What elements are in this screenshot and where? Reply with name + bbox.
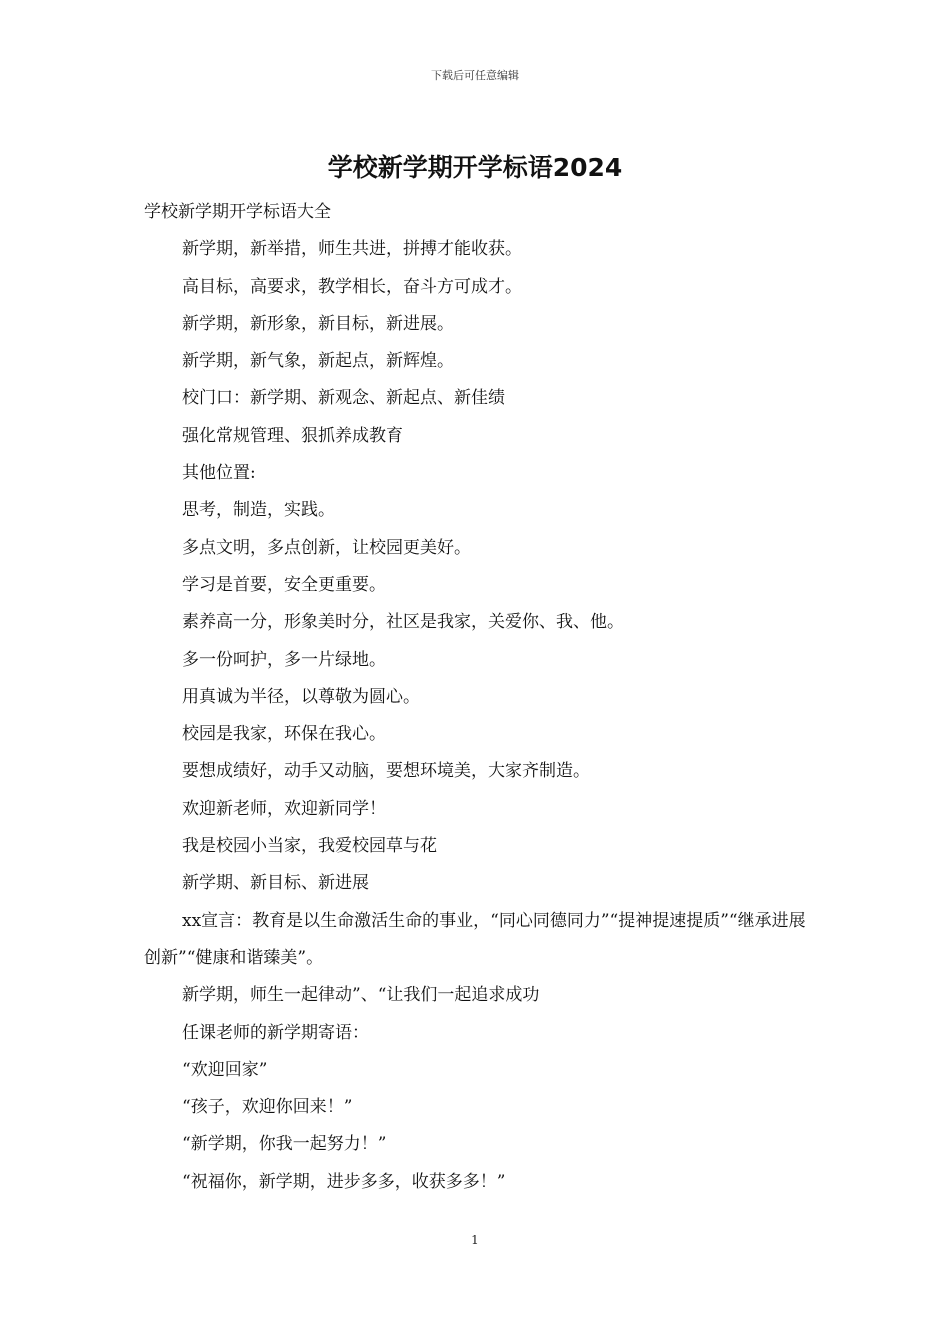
slogan-line: 我是校园小当家，我爱校园草与花 [182, 836, 437, 857]
slogan-line: 多点文明，多点创新，让校园更美好。 [182, 537, 471, 558]
section-label: 任课老师的新学期寄语： [182, 1022, 369, 1043]
slogan-line: 新学期，新举措，师生共进，拼搏才能收获。 [182, 239, 522, 260]
slogan-line: 新学期、新目标、新进展 [182, 873, 369, 894]
slogan-line: 学习是首要，安全更重要。 [182, 574, 386, 595]
document-body [144, 194, 810, 1201]
slogan-line: 用真诚为半径，以尊敬为圆心。 [182, 686, 420, 707]
slogan-line: 新学期，新形象，新目标，新进展。 [182, 313, 454, 334]
teacher-message: “孩子，欢迎你回来！” [182, 1097, 353, 1118]
document-subtitle: 学校新学期开学标语大全 [144, 202, 331, 222]
section-label: 其他位置: [182, 463, 256, 484]
slogan-line: 校门口：新学期、新观念、新起点、新佳绩 [182, 388, 505, 409]
slogan-line: 高目标，高要求，教学相长，奋斗方可成才。 [182, 276, 522, 297]
slogan-line: 多一份呵护，多一片绿地。 [182, 649, 386, 670]
slogan-line: 素养高一分，形象美时分，社区是我家，关爱你、我、他。 [182, 612, 624, 633]
declaration-paragraph: xx宣言：教育是以生命激活生命的事业，“同心同德同力”“提神提速提质”“继承进展创新”“健康和谐臻美”。 [144, 910, 806, 968]
slogan-line: 新学期，新气象，新起点，新辉煌。 [182, 351, 454, 372]
teacher-message: “欢迎回家” [182, 1059, 268, 1080]
page-number: 1 [471, 1233, 479, 1247]
teacher-message: “新学期，你我一起努力！” [182, 1134, 387, 1155]
header-note: 下载后可任意编辑 [431, 69, 519, 82]
slogan-line: 校园是我家，环保在我心。 [182, 724, 386, 745]
slogan-line: 新学期，师生一起律动”、“让我们一起追求成功 [182, 985, 540, 1006]
teacher-message: “祝福你，新学期，进步多多，收获多多！” [182, 1171, 506, 1192]
slogan-line: 思考，制造，实践。 [182, 500, 335, 521]
slogan-line: 欢迎新老师，欢迎新同学！ [182, 798, 386, 819]
slogan-line: 强化常规管理、狠抓养成教育 [182, 425, 403, 446]
document-title: 学校新学期开学标语2024 [327, 153, 623, 182]
slogan-line: 要想成绩好，动手又动脑，要想环境美，大家齐制造。 [182, 761, 590, 782]
